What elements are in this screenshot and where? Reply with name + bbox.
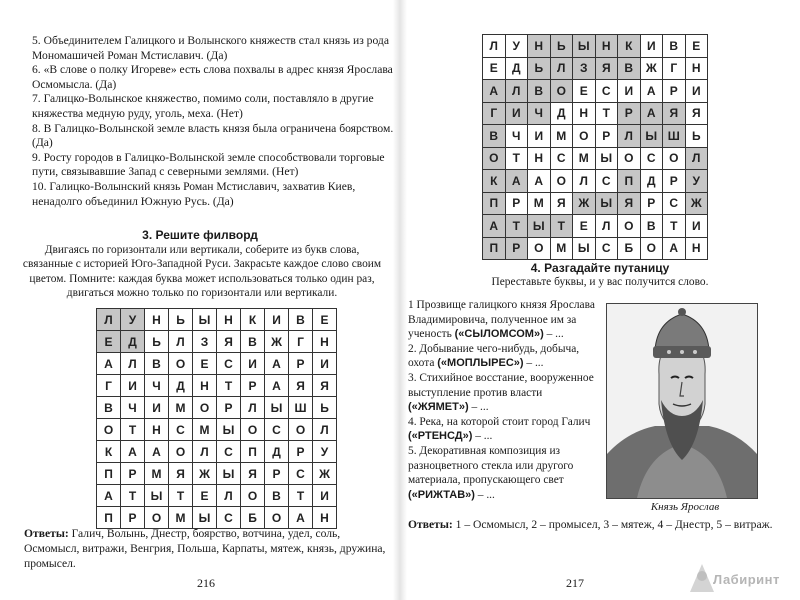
grid-cell: Р — [289, 353, 313, 375]
grid-cell: И — [685, 215, 708, 238]
grid-row — [483, 192, 708, 215]
grid-cell: Е — [685, 35, 708, 58]
grid-cell: А — [289, 507, 313, 529]
grid-cell: Т — [663, 215, 686, 238]
anagram-question: 1 Прозвище галицкого князя Ярослава Владимировича, полученное им за ученость — [408, 299, 595, 341]
question-item: 5. Объединителем Галицкого и Волынского княжеств стал князь из рода Мономашичей Роман Мстиславич. (Да) — [32, 34, 389, 62]
grid-cell: Ь — [145, 331, 169, 353]
question-item: 9. Росту городов в Галицко-Волынской земле способствовали торговые пути, связывавшие Запад с северными землями. (Нет) — [32, 150, 385, 179]
section4-description: Переставьте буквы, и у вас получится слово. — [491, 276, 709, 288]
grid-cell: М — [169, 507, 193, 529]
grid-cell: О — [550, 80, 573, 103]
portrait-caption: Князь Ярослав — [650, 501, 720, 513]
grid-cell: Н — [193, 375, 217, 397]
grid-cell: Д — [640, 170, 663, 193]
grid-cell: С — [595, 170, 618, 193]
anagram-question: 4. Река, на которой стоит город Галич — [408, 415, 591, 428]
grid-cell: Н — [528, 147, 551, 170]
grid-cell: Д — [121, 331, 145, 353]
grid-row — [97, 463, 337, 485]
question-item: 7. Галицко-Волынское княжество, помимо соли, поставляло в другие княжества медную руду, уголь, меха. (Нет) — [32, 92, 374, 120]
anagram-blank: – ... — [523, 357, 544, 370]
grid-cell: Л — [169, 331, 193, 353]
true-false-answers — [32, 34, 394, 209]
grid-cell: Ж — [313, 463, 337, 485]
grid-cell: Л — [595, 215, 618, 238]
grid-cell: О — [663, 147, 686, 170]
anagram-blank: – ... — [468, 401, 489, 414]
grid-cell: Т — [505, 147, 528, 170]
anagram-question: 5. Декоративная композиция из разноцветного стекла или другого материала, пропускающего свет — [408, 444, 574, 487]
grid-cell: Л — [618, 125, 641, 148]
grid-cell: О — [145, 507, 169, 529]
section3-description: Двигаясь по горизонтали или вертикали, соберите из букв слова, связанные с историей Юго-Западной Руси. Закрасьте каждое слово своим цветом. Помните: каждая буква может использоваться только один раз, двигаться можно только по горизонтали или вертикали. — [22, 244, 382, 300]
grid-cell: Я — [241, 463, 265, 485]
grid-cell: Г — [289, 331, 313, 353]
grid-cell: О — [483, 147, 506, 170]
grid-cell: Ы — [573, 35, 596, 58]
grid-cell: В — [265, 485, 289, 507]
grid-cell: Ы — [193, 309, 217, 331]
grid-cell: Ы — [595, 147, 618, 170]
grid-cell: А — [265, 353, 289, 375]
grid-cell: М — [528, 192, 551, 215]
grid-cell: Т — [217, 375, 241, 397]
grid-cell: С — [289, 463, 313, 485]
grid-cell: Т — [595, 102, 618, 125]
grid-cell: Д — [265, 441, 289, 463]
grid-row — [97, 441, 337, 463]
grid-row — [97, 309, 337, 331]
grid-cell: С — [217, 441, 241, 463]
grid-cell: Ж — [265, 331, 289, 353]
grid-cell: Н — [528, 35, 551, 58]
grid-row — [483, 147, 708, 170]
question-item: 8. В Галицко-Волынской земле власть князя была ограничена боярством. (Да) — [32, 121, 394, 150]
grid-cell: Н — [685, 57, 708, 80]
grid-cell: Ч — [121, 397, 145, 419]
grid-cell: К — [483, 170, 506, 193]
grid-cell: Г — [483, 102, 506, 125]
grid-cell: Ь — [169, 309, 193, 331]
grid-cell: Е — [573, 80, 596, 103]
grid-cell: К — [241, 309, 265, 331]
grid-cell: И — [121, 375, 145, 397]
grid-cell: Я — [595, 57, 618, 80]
grid-cell: У — [685, 170, 708, 193]
grid-cell: Н — [573, 102, 596, 125]
grid-cell: И — [145, 397, 169, 419]
grid-cell: Р — [663, 170, 686, 193]
section4-title: 4. Разгадайте путаницу — [530, 261, 670, 275]
prince-yaroslav-portrait — [606, 303, 758, 499]
grid-cell: В — [640, 215, 663, 238]
answers-label: Ответы: — [24, 527, 69, 540]
anagram-question: 3. Стихийное восстание, вооруженное выступление против власти — [408, 371, 594, 399]
anagram-word: («МОПЛЫРЕС») — [437, 357, 524, 370]
grid-cell: А — [97, 353, 121, 375]
fillword-grid-left — [96, 308, 337, 529]
grid-cell: Ж — [573, 192, 596, 215]
grid-cell: Д — [505, 57, 528, 80]
grid-cell: Ы — [528, 215, 551, 238]
grid-cell: Н — [685, 237, 708, 260]
grid-cell: С — [595, 237, 618, 260]
grid-cell: М — [550, 237, 573, 260]
grid-cell: С — [640, 147, 663, 170]
grid-cell: Е — [483, 57, 506, 80]
grid-cell: Я — [550, 192, 573, 215]
grid-cell: И — [618, 80, 641, 103]
grid-cell: К — [618, 35, 641, 58]
grid-cell: Я — [685, 102, 708, 125]
grid-cell: А — [483, 80, 506, 103]
grid-cell: С — [550, 147, 573, 170]
fillword-grid-right — [482, 34, 708, 260]
question-item: 6. «В слове о полку Игореве» есть слова похвалы в адрес князя Ярослава Осмомысла. (Да) — [32, 63, 393, 91]
grid-cell: С — [217, 353, 241, 375]
grid-cell: Р — [618, 102, 641, 125]
grid-cell: Р — [640, 192, 663, 215]
anagram-word: («РИЖТАВ») — [408, 488, 475, 501]
right-answers — [408, 518, 788, 533]
grid-cell: Д — [169, 375, 193, 397]
grid-cell: О — [573, 125, 596, 148]
grid-cell: Т — [550, 215, 573, 238]
grid-cell: К — [97, 441, 121, 463]
grid-cell: Н — [145, 419, 169, 441]
grid-cell: И — [528, 125, 551, 148]
grid-cell: Ы — [265, 397, 289, 419]
grid-row — [483, 57, 708, 80]
grid-cell: Е — [97, 331, 121, 353]
grid-cell: А — [145, 441, 169, 463]
grid-row — [97, 331, 337, 353]
grid-cell: З — [573, 57, 596, 80]
grid-cell: Е — [193, 485, 217, 507]
grid-row — [483, 102, 708, 125]
page-number-left: 216 — [197, 576, 215, 590]
anagram-blank: – ... — [474, 488, 495, 501]
anagram-word: («РТЕНСД») — [408, 430, 473, 443]
grid-cell: О — [169, 353, 193, 375]
grid-cell: О — [528, 237, 551, 260]
grid-cell: Л — [193, 441, 217, 463]
left-answers — [24, 527, 386, 571]
grid-cell: И — [313, 353, 337, 375]
grid-cell: М — [573, 147, 596, 170]
grid-row — [97, 397, 337, 419]
answers-label: Ответы: — [408, 518, 453, 531]
anagram-blank: – ... — [543, 328, 564, 341]
grid-cell: Р — [241, 375, 265, 397]
grid-cell: Ь — [550, 35, 573, 58]
grid-cell: Н — [313, 507, 337, 529]
grid-row — [483, 237, 708, 260]
grid-row — [483, 170, 708, 193]
grid-cell: В — [663, 35, 686, 58]
grid-cell: У — [313, 441, 337, 463]
grid-cell: Е — [573, 215, 596, 238]
grid-cell: О — [241, 419, 265, 441]
grid-cell: Ч — [505, 125, 528, 148]
grid-cell: М — [145, 463, 169, 485]
grid-cell: Ь — [313, 397, 337, 419]
anagram-puzzles — [408, 298, 598, 502]
grid-cell: М — [193, 419, 217, 441]
grid-cell: Ы — [217, 419, 241, 441]
grid-row — [97, 485, 337, 507]
grid-cell: Т — [505, 215, 528, 238]
grid-cell: Р — [505, 192, 528, 215]
grid-cell: И — [241, 353, 265, 375]
anagram-item — [408, 415, 598, 444]
grid-row — [97, 507, 337, 529]
anagram-item — [408, 371, 598, 415]
grid-cell: Р — [121, 463, 145, 485]
grid-cell: Ь — [528, 57, 551, 80]
grid-cell: А — [663, 237, 686, 260]
page-number-right: 217 — [566, 576, 584, 590]
grid-cell: М — [550, 125, 573, 148]
grid-cell: А — [505, 170, 528, 193]
grid-cell: Ж — [640, 57, 663, 80]
grid-cell: О — [550, 170, 573, 193]
grid-cell: И — [505, 102, 528, 125]
grid-cell: Ы — [595, 192, 618, 215]
grid-cell: Р — [121, 507, 145, 529]
grid-cell: Л — [505, 80, 528, 103]
grid-cell: С — [595, 80, 618, 103]
grid-cell: Н — [595, 35, 618, 58]
grid-cell: П — [97, 463, 121, 485]
grid-cell: А — [121, 441, 145, 463]
grid-cell: Н — [217, 309, 241, 331]
grid-cell: Д — [550, 102, 573, 125]
grid-cell: Т — [121, 419, 145, 441]
grid-cell: Н — [313, 331, 337, 353]
grid-cell: Л — [483, 35, 506, 58]
grid-cell: П — [483, 237, 506, 260]
grid-cell: Л — [573, 170, 596, 193]
grid-cell: Б — [241, 507, 265, 529]
grid-cell: Г — [97, 375, 121, 397]
grid-row — [483, 35, 708, 58]
grid-cell: Р — [265, 463, 289, 485]
grid-cell: С — [217, 507, 241, 529]
grid-cell: А — [483, 215, 506, 238]
grid-cell: И — [313, 485, 337, 507]
grid-cell: В — [241, 331, 265, 353]
grid-cell: Л — [241, 397, 265, 419]
grid-row — [483, 80, 708, 103]
grid-cell: Ь — [685, 125, 708, 148]
grid-cell: Р — [217, 397, 241, 419]
grid-cell: С — [663, 192, 686, 215]
grid-cell: У — [121, 309, 145, 331]
grid-row — [483, 215, 708, 238]
grid-cell: Р — [505, 237, 528, 260]
grid-cell: Ш — [289, 397, 313, 419]
grid-cell: И — [265, 309, 289, 331]
grid-cell: Я — [289, 375, 313, 397]
anagram-item — [408, 342, 598, 371]
answers-text: Галич, Волынь, Днестр, боярство, вотчина, удел, соль, Осмомысл, витражи, Венгрия, Польша, Карпаты, мятеж, князь, дружина, промысел. — [24, 527, 386, 570]
grid-cell: О — [618, 147, 641, 170]
grid-cell: Л — [685, 147, 708, 170]
grid-cell: П — [241, 441, 265, 463]
grid-cell: Ч — [145, 375, 169, 397]
grid-cell: У — [505, 35, 528, 58]
grid-cell: Л — [217, 485, 241, 507]
grid-cell: О — [97, 419, 121, 441]
grid-row — [97, 375, 337, 397]
grid-cell: Я — [663, 102, 686, 125]
grid-cell: С — [169, 419, 193, 441]
grid-cell: Ы — [640, 125, 663, 148]
grid-cell: Г — [663, 57, 686, 80]
answers-text: 1 – Осмомысл, 2 – промысел, 3 – мятеж, 4 – Днестр, 5 – витраж. — [455, 518, 773, 531]
grid-cell: А — [265, 375, 289, 397]
grid-cell: Ж — [685, 192, 708, 215]
grid-cell: О — [265, 507, 289, 529]
grid-cell: С — [265, 419, 289, 441]
grid-cell: А — [640, 80, 663, 103]
grid-cell: В — [97, 397, 121, 419]
grid-cell: В — [483, 125, 506, 148]
grid-cell: Ч — [528, 102, 551, 125]
grid-cell: И — [640, 35, 663, 58]
grid-cell: О — [618, 215, 641, 238]
grid-row — [483, 125, 708, 148]
grid-cell: Р — [289, 441, 313, 463]
grid-cell: Т — [169, 485, 193, 507]
watermark-text: Лабиринт — [713, 572, 780, 587]
grid-cell: З — [193, 331, 217, 353]
grid-cell: Е — [193, 353, 217, 375]
grid-cell: Л — [97, 309, 121, 331]
grid-cell: Ш — [663, 125, 686, 148]
grid-cell: О — [169, 441, 193, 463]
anagram-item — [408, 298, 598, 342]
grid-cell: Я — [169, 463, 193, 485]
question-item: 10. Галицко-Волынский князь Роман Мстиславич, захватив Киев, ненадолго объединил Южную Русь. (Да) — [32, 179, 356, 208]
grid-cell: В — [618, 57, 641, 80]
grid-cell: О — [640, 237, 663, 260]
grid-cell: В — [528, 80, 551, 103]
grid-cell: Т — [289, 485, 313, 507]
grid-cell: Я — [217, 331, 241, 353]
grid-cell: Е — [313, 309, 337, 331]
grid-cell: О — [241, 485, 265, 507]
grid-cell: А — [528, 170, 551, 193]
grid-cell: О — [193, 397, 217, 419]
grid-cell: Л — [121, 353, 145, 375]
grid-cell: Я — [313, 375, 337, 397]
section3-title: 3. Решите филворд — [142, 228, 258, 242]
grid-cell: Я — [618, 192, 641, 215]
anagram-question: 2. Добывание чего-нибудь, добыча, охота — [408, 342, 580, 370]
grid-cell: В — [145, 353, 169, 375]
anagram-word: («СЫЛОМСОМ») — [454, 328, 544, 341]
grid-cell: Ы — [145, 485, 169, 507]
anagram-word: («ЖЯМЕТ») — [408, 401, 469, 414]
grid-cell: В — [289, 309, 313, 331]
grid-cell: Т — [121, 485, 145, 507]
grid-row — [97, 419, 337, 441]
grid-cell: А — [97, 485, 121, 507]
grid-cell: П — [618, 170, 641, 193]
grid-cell: Р — [663, 80, 686, 103]
grid-cell: И — [685, 80, 708, 103]
grid-cell: Б — [618, 237, 641, 260]
grid-cell: Ж — [193, 463, 217, 485]
grid-cell: Р — [595, 125, 618, 148]
grid-cell: О — [289, 419, 313, 441]
grid-cell: Ы — [217, 463, 241, 485]
grid-cell: Л — [550, 57, 573, 80]
grid-cell: П — [483, 192, 506, 215]
grid-cell: Ы — [573, 237, 596, 260]
grid-cell: Л — [313, 419, 337, 441]
grid-cell: Н — [145, 309, 169, 331]
anagram-blank: – ... — [472, 430, 493, 443]
grid-cell: А — [640, 102, 663, 125]
grid-row — [97, 353, 337, 375]
grid-cell: Ы — [193, 507, 217, 529]
grid-cell: М — [169, 397, 193, 419]
anagram-item — [408, 444, 598, 502]
grid-cell: П — [97, 507, 121, 529]
